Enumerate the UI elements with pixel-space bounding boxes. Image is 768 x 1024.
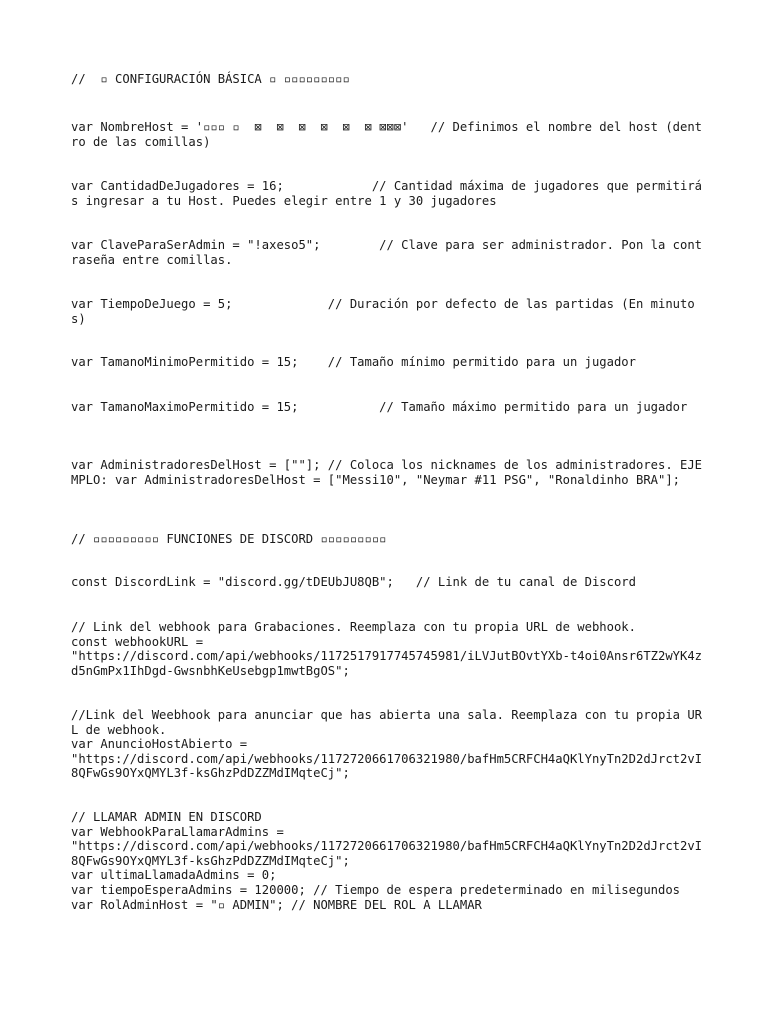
code-line-nombre-host: var NombreHost = '▫▫▫ ▫ ⊠ ⊠ ⊠ ⊠ ⊠ ⊠ ⊠⊠⊠' // Definimos el nombre del host (dentro de las comillas) [71, 120, 703, 149]
code-line-administradores: var AdministradoresDelHost = [""]; // Coloca los nicknames de los administradores. EJEMPLO: var AdministradoresDelHost = ["Messi10", "Neymar #11 PSG", "Ronaldinho BRA"]; [71, 458, 703, 487]
code-line-tamano-maximo: var TamanoMaximoPermitido = 15; // Tamaño máximo permitido para un jugador [71, 400, 688, 414]
code-line-tamano-minimo: var TamanoMinimoPermitido = 15; // Tamaño mínimo permitido para un jugador [71, 355, 636, 369]
code-line-clave-admin: var ClaveParaSerAdmin = "!axeso5"; // Clave para ser administrador. Pon la contraseña entre comillas. [71, 238, 703, 267]
code-block-anuncio-host: //Link del Weebhook para anunciar que has abierta una sala. Reemplaza con tu propia URL de webhook. var AnuncioHostAbierto = "https://discord.com/api/webhooks/1172720661706321980/bafHm5CRFCH4aQKlYnyTn2D2dJrct2vI8QFwGs9OYxQMYL3f-ksGhzPdDZZMdIMqteCj"; [71, 708, 703, 781]
section-comment-discord-functions: // ▫▫▫▫▫▫▫▫▫ FUNCIONES DE DISCORD ▫▫▫▫▫▫▫▫▫ [71, 532, 387, 546]
code-line-tiempo-juego: var TiempoDeJuego = 5; // Duración por defecto de las partidas (En minutos) [71, 297, 695, 326]
code-line-discord-link: const DiscordLink = "discord.gg/tDEUbJU8QB"; // Link de tu canal de Discord [71, 575, 636, 589]
code-block-webhook-grabaciones: // Link del webhook para Grabaciones. Reemplaza con tu propia URL de webhook. const webhookURL = "https://discord.com/api/webhooks/1172517917745745981/iLVJutBOvtYXb-t4oi0Ansr6TZ2wYK4zd5nGmPx1IhDgd-GwsnbhKeUsebgp1mwtBgOS"; [71, 620, 703, 678]
code-line-cantidad-jugadores: var CantidadDeJugadores = 16; // Cantidad máxima de jugadores que permitirás ingresar a tu Host. Puedes elegir entre 1 y 30 jugadores [71, 179, 703, 208]
section-comment-basic-config: // ▫ CONFIGURACIÓN BÁSICA ▫ ▫▫▫▫▫▫▫▫▫ [71, 72, 350, 86]
code-block-llamar-admin: // LLAMAR ADMIN EN DISCORD var WebhookParaLlamarAdmins = "https://discord.com/api/webhooks/1172720661706321980/bafHm5CRFCH4aQKlYnyTn2D2dJrct2vI8QFwGs9OYxQMYL3f-ksGhzPdDZZMdIMqteCj"; var ultimaLlamadaAdmins = 0; var tiempoEsperaAdmins = 120000; // Tiempo de espera predeterminado en milisegundos var RolAdminHost = "▫ ADMIN"; // NOMBRE DEL ROL A LLAMAR [71, 810, 703, 912]
